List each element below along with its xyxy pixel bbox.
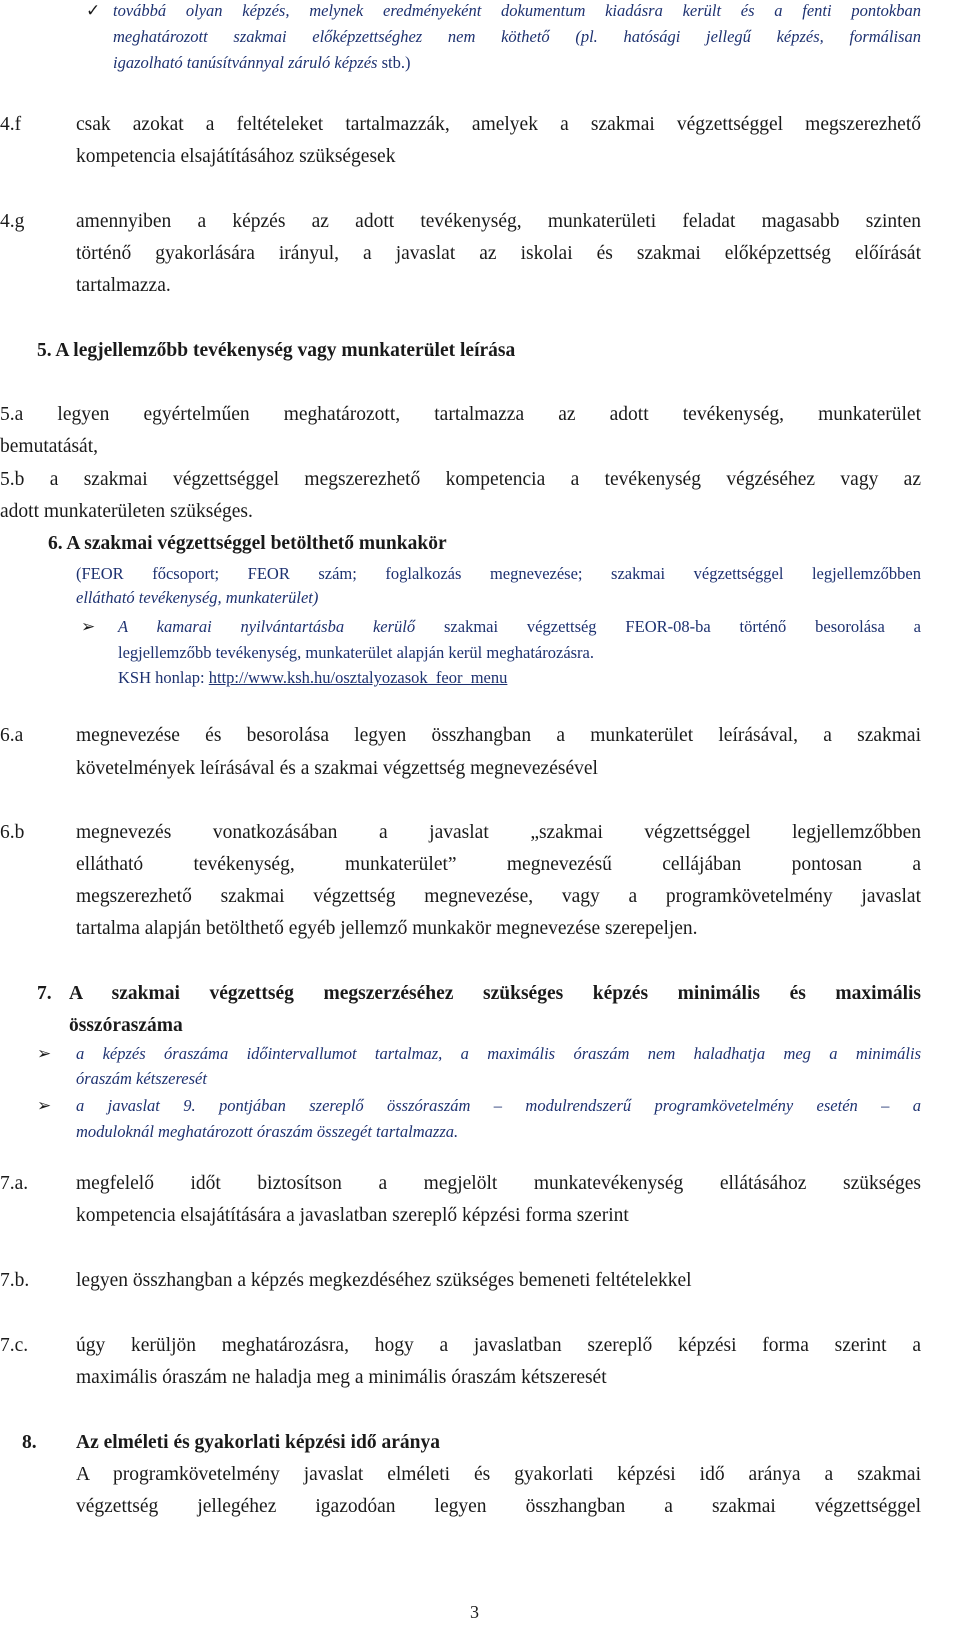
section-5-heading: 5. A legjellemzőbb tevékenység vagy munkaterület leírása [37,340,516,361]
item-6b-line: megnevezés vonatkozásában a javaslat „szakmai végzettséggel legjellemzőbben [76,822,921,843]
section-6-bullet-italic: A kamarai nyilvántartásba kerülő [118,617,416,636]
section-6-bullet-line [118,616,921,638]
section-7-heading-line: összóraszáma [69,1015,183,1036]
item-6b-line: megszerezhető szakmai végzettség megnevezése, vagy a programkövetelmény javaslat [76,886,921,907]
item-7a-line: kompetencia elsajátítására a javaslatban szereplő képzési forma szerint [76,1205,629,1226]
section-6-bullet-line: legjellemzőbb tevékenység, munkaterület alapján kerül meghatározásra. [118,643,595,662]
item-7b-line: legyen összhangban a képzés megkezdéséhez szükséges bemeneti feltételekkel [76,1270,692,1291]
item-number-7c: 7.c. [0,1335,29,1356]
section-6-note-line: ellátható tevékenység, munkaterület) [76,588,319,607]
section-7-bullet-line: óraszám kétszeresét [76,1069,207,1088]
arrow-bullet-icon: ➢ [37,1096,52,1116]
item-5b-line: 5.b a szakmai végzettséggel megszerezhető kompetencia a tevékenység végzéséhez vagy az [0,469,921,490]
ksh-label: KSH honlap: [118,668,209,687]
arrow-bullet-icon: ➢ [37,1044,52,1064]
item-7c-line: maximális óraszám ne haladja meg a minimális óraszám kétszeresét [76,1367,607,1388]
section-7-bullet-line: a javaslat 9. pontjában szereplő összóraszám – modulrendszerű programkövetelmény esetén – a [76,1096,921,1115]
item-4g-line: tartalmazza. [76,275,171,296]
section-7-number: 7. [37,983,52,1004]
bullet-text-normal: stb.) [381,53,411,72]
item-6b-line: ellátható tevékenység, munkaterület” megnevezésű cellájában pontosan a [76,854,921,875]
item-6a-line: megnevezése és besorolása legyen összhangban a munkaterület leírásával, a szakmai [76,725,921,746]
item-number-6b: 6.b [0,822,25,843]
section-7-bullet-line: moduloknál meghatározott óraszám összegét tartalmazza. [76,1122,459,1141]
section-8-number: 8. [22,1432,37,1453]
bullet-text-italic: igazolható tanúsítvánnyal záruló képzés [113,53,382,72]
item-number-7b: 7.b. [0,1270,30,1291]
item-5a-line: 5.a legyen egyértelműen meghatározott, tartalmazza az adott tevékenység, munkaterület [0,404,921,425]
section-8-line: végzettség jellegéhez igazodóan legyen összhangban a szakmai végzettséggel [76,1496,921,1517]
section-6-bullet-normal: szakmai végzettség FEOR-08-ba történő besorolása a [415,617,921,636]
item-5b-line: adott munkaterületen szükséges. [0,501,253,522]
ksh-link[interactable]: http://www.ksh.hu/osztalyozasok_feor_menu [208,668,508,687]
section-8-line: A programkövetelmény javaslat elméleti és gyakorlati képzési idő aránya a szakmai [76,1464,921,1485]
ksh-homepage-line [118,667,507,689]
item-4f-line: kompetencia elsajátításához szükségesek [76,146,396,167]
item-number-4f: 4.f [0,114,22,135]
bullet-text-line: továbbá olyan képzés, melynek eredményeként dokumentum kiadásra került és a fenti pontokban [113,1,921,20]
section-7-bullet-line: a képzés óraszáma időintervallumot tartalmaz, a maximális óraszám nem haladhatja meg a minimális [76,1044,921,1063]
item-number-6a: 6.a [0,725,24,746]
item-6b-line: tartalma alapján betölthető egyéb jellemző munkakör megnevezése szerepeljen. [76,918,698,939]
bullet-text-line [113,52,410,74]
section-6-note-line: (FEOR főcsoport; FEOR szám; foglalkozás megnevezése; szakmai végzettséggel legjellemzőbben [76,564,921,583]
item-5a-line: bemutatását, [0,436,99,457]
section-7-heading-line: A szakmai végzettség megszerzéséhez szükséges képzés minimális és maximális [69,983,921,1004]
arrow-bullet-icon: ➢ [81,617,96,637]
section-8-heading: Az elméleti és gyakorlati képzési idő aránya [76,1432,440,1453]
item-7c-line: úgy kerüljön meghatározásra, hogy a javaslatban szereplő képzési forma szerint a [76,1335,921,1356]
section-6-heading: 6. A szakmai végzettséggel betölthető munkakör [48,533,447,554]
item-number-7a: 7.a. [0,1173,29,1194]
item-4g-line: történő gyakorlására irányul, a javaslat az iskolai és szakmai előképzettség előírását [76,243,921,264]
item-6a-line: követelmények leírásával és a szakmai végzettség megnevezésével [76,758,598,779]
page-number: 3 [470,1602,479,1622]
checkmark-bullet-icon: ✓ [86,1,101,21]
item-4g-line: amennyiben a képzés az adott tevékenység, munkaterületi feladat magasabb szinten [76,211,921,232]
item-number-4g: 4.g [0,211,25,232]
item-7a-line: megfelelő időt biztosítson a megjelölt munkatevékenység ellátásához szükséges [76,1173,921,1194]
bullet-text-line: meghatározott szakmai előképzettséghez nem köthető (pl. hatósági jellegű képzés, formálisan [113,27,921,46]
item-4f-line: csak azokat a feltételeket tartalmazzák, amelyek a szakmai végzettséggel megszerezhető [76,114,921,135]
